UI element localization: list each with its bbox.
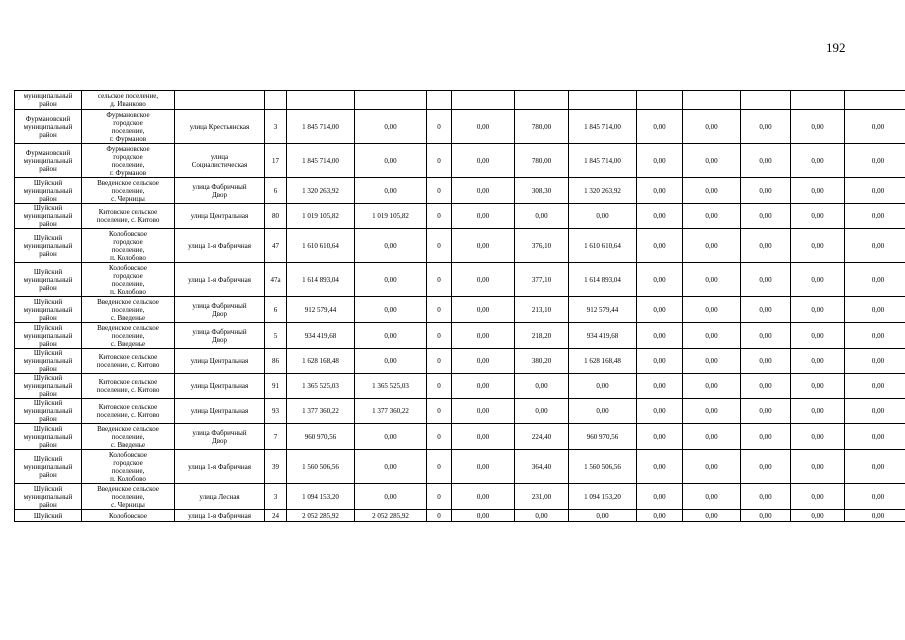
table-cell: 0,00	[452, 263, 515, 297]
table-cell: 0,00	[683, 450, 741, 484]
table-cell: 1 628 168,48	[287, 349, 355, 374]
table-cell	[791, 91, 845, 110]
table-cell: 7	[265, 424, 287, 450]
table-cell: 0,00	[355, 229, 427, 263]
table-cell: 0,00	[355, 424, 427, 450]
table-cell: Введенское сельское поселение, с. Черницы	[82, 484, 175, 510]
table-cell: 0,00	[683, 110, 741, 144]
table-cell: улица Центральная	[175, 204, 265, 229]
table-cell: 0,00	[355, 110, 427, 144]
table-cell: 224,40	[515, 424, 569, 450]
table-cell: 0,00	[452, 144, 515, 178]
table-cell: Колобовское городское поселение, п. Колобово	[82, 450, 175, 484]
table-cell: улица Социалистическая	[175, 144, 265, 178]
table-cell: 0,00	[637, 349, 683, 374]
table-cell: 0,00	[741, 484, 791, 510]
table-cell: 0,00	[741, 229, 791, 263]
table-cell: 0,00	[637, 399, 683, 424]
table-cell: 0,00	[355, 450, 427, 484]
table-cell: 0,00	[515, 204, 569, 229]
table-cell: улица Фабричный Двор	[175, 297, 265, 323]
table-cell: улица Центральная	[175, 399, 265, 424]
table-cell: 912 579,44	[569, 297, 637, 323]
table-cell: 1 560 506,56	[287, 450, 355, 484]
table-cell: 0,00	[452, 374, 515, 399]
table-cell: 0,00	[791, 263, 845, 297]
table-cell: 0,00	[452, 484, 515, 510]
table-row	[15, 450, 905, 484]
table-cell: 0,00	[845, 323, 905, 349]
table-cell: 1 019 105,82	[287, 204, 355, 229]
table-cell: 0	[427, 424, 452, 450]
table-cell: 0,00	[791, 399, 845, 424]
table-cell: 0,00	[683, 263, 741, 297]
table-cell: 960 970,56	[287, 424, 355, 450]
table-cell: 0	[427, 297, 452, 323]
table-row	[15, 91, 905, 110]
table-cell	[287, 91, 355, 110]
table-cell: 0	[427, 374, 452, 399]
table-cell: 0,00	[683, 323, 741, 349]
table-cell: 0	[427, 110, 452, 144]
table-cell: 0,00	[452, 399, 515, 424]
table-cell: Шуйский муниципальный район	[15, 297, 82, 323]
table-cell: 0,00	[637, 263, 683, 297]
table-cell: 1 019 105,82	[355, 204, 427, 229]
table-cell: 0,00	[791, 229, 845, 263]
table-cell: 1 614 893,04	[569, 263, 637, 297]
table-row	[15, 178, 905, 204]
table-cell: 1 610 610,64	[569, 229, 637, 263]
table-cell: 0,00	[845, 144, 905, 178]
table-cell	[683, 91, 741, 110]
table-cell: 960 970,56	[569, 424, 637, 450]
table-cell: 1 845 714,00	[287, 144, 355, 178]
table-row	[15, 323, 905, 349]
table-row	[15, 374, 905, 399]
table-cell: 1 320 263,92	[569, 178, 637, 204]
table-cell: 0,00	[452, 424, 515, 450]
table-cell: 934 419,68	[569, 323, 637, 349]
table-cell: 231,00	[515, 484, 569, 510]
table-row	[15, 263, 905, 297]
table-row	[15, 229, 905, 263]
table-cell: 0,00	[569, 374, 637, 399]
table-cell: 0,00	[791, 178, 845, 204]
table-cell: 0,00	[683, 510, 741, 522]
table-cell: улица Фабричный Двор	[175, 424, 265, 450]
table-cell: Шуйский муниципальный район	[15, 424, 82, 450]
table-cell: 2 052 285,92	[355, 510, 427, 522]
table-cell: 1 094 153,20	[569, 484, 637, 510]
table-cell: 1 094 153,20	[287, 484, 355, 510]
table-cell: 0,00	[845, 510, 905, 522]
table-cell: 0,00	[791, 484, 845, 510]
table-cell: 0,00	[637, 229, 683, 263]
table-cell: Фурмановский муниципальный район	[15, 144, 82, 178]
table-cell: 0,00	[637, 510, 683, 522]
table-cell: Шуйский муниципальный район	[15, 204, 82, 229]
table-cell: 1 845 714,00	[287, 110, 355, 144]
table-cell: 0,00	[741, 110, 791, 144]
table-cell: 47а	[265, 263, 287, 297]
table-cell: 0,00	[355, 323, 427, 349]
table-cell	[637, 91, 683, 110]
table-cell: 0,00	[741, 204, 791, 229]
table-cell: 213,10	[515, 297, 569, 323]
table-cell: 0,00	[791, 510, 845, 522]
table-cell: 1 628 168,48	[569, 349, 637, 374]
table-body	[15, 91, 905, 522]
table-cell	[741, 91, 791, 110]
table-cell: 0,00	[683, 374, 741, 399]
table-cell: Шуйский муниципальный район	[15, 399, 82, 424]
budget-table	[14, 90, 905, 522]
table-cell: Фурмановское городское поселение, г. Фурманов	[82, 144, 175, 178]
table-cell: муниципальный район	[15, 91, 82, 110]
table-cell: 0,00	[355, 178, 427, 204]
table-cell: 0,00	[452, 229, 515, 263]
table-cell: улица Крестьянская	[175, 110, 265, 144]
table-cell: Шуйский муниципальный район	[15, 323, 82, 349]
table-cell: 0,00	[741, 399, 791, 424]
table-cell: 17	[265, 144, 287, 178]
table-cell: 364,40	[515, 450, 569, 484]
table-cell: 0,00	[452, 450, 515, 484]
table-cell: улица 1-я Фабричная	[175, 450, 265, 484]
table-cell: 0,00	[637, 110, 683, 144]
table-cell: 0,00	[741, 510, 791, 522]
table-cell: Шуйский муниципальный район	[15, 229, 82, 263]
table-cell: 24	[265, 510, 287, 522]
table-cell: 86	[265, 349, 287, 374]
table-cell: 0,00	[683, 297, 741, 323]
table-cell: 0,00	[355, 297, 427, 323]
table-cell: 80	[265, 204, 287, 229]
table-cell: 0,00	[741, 374, 791, 399]
table-cell: улица 1-я Фабричная	[175, 263, 265, 297]
table-cell: 0,00	[452, 204, 515, 229]
table-cell: 1 377 360,22	[287, 399, 355, 424]
table-cell: 0,00	[637, 450, 683, 484]
table-cell: Шуйский	[15, 510, 82, 522]
table-cell: 0,00	[452, 110, 515, 144]
table-cell: 0	[427, 144, 452, 178]
table-cell: 47	[265, 229, 287, 263]
table-cell: 0,00	[569, 399, 637, 424]
table-row	[15, 484, 905, 510]
table-cell	[452, 91, 515, 110]
table-cell: 1 610 610,64	[287, 229, 355, 263]
table-cell: 0,00	[355, 484, 427, 510]
table-cell: 0	[427, 399, 452, 424]
table-cell: 1 614 893,04	[287, 263, 355, 297]
table-cell: 0,00	[741, 178, 791, 204]
table-row	[15, 349, 905, 374]
table-cell: Шуйский муниципальный район	[15, 450, 82, 484]
table-cell: 934 419,68	[287, 323, 355, 349]
table-cell: Введенское сельское поселение, с. Черницы	[82, 178, 175, 204]
table-cell: 0,00	[845, 229, 905, 263]
table-row	[15, 424, 905, 450]
table-cell: 91	[265, 374, 287, 399]
table-cell: 0	[427, 323, 452, 349]
table-cell: улица Фабричный Двор	[175, 178, 265, 204]
table-cell: 1 320 263,92	[287, 178, 355, 204]
table-cell: 0,00	[791, 110, 845, 144]
table-cell: 0,00	[683, 349, 741, 374]
table-cell	[175, 91, 265, 110]
table-cell: 0,00	[791, 450, 845, 484]
table-cell: 0,00	[569, 204, 637, 229]
table-cell: 0,00	[515, 374, 569, 399]
table-cell	[265, 91, 287, 110]
table-cell: 0,00	[791, 323, 845, 349]
table-cell: 0,00	[355, 144, 427, 178]
table-cell: 377,10	[515, 263, 569, 297]
table-cell: 0,00	[637, 204, 683, 229]
table-cell: 0,00	[791, 424, 845, 450]
table-cell: 1 365 525,03	[287, 374, 355, 399]
table-cell: Китовское сельское поселение, с. Китово	[82, 374, 175, 399]
table-cell: 780,00	[515, 144, 569, 178]
table-cell: 2 052 285,92	[287, 510, 355, 522]
table-cell: Шуйский муниципальный район	[15, 178, 82, 204]
table-cell: 0,00	[683, 144, 741, 178]
table-cell: 218,20	[515, 323, 569, 349]
table-cell: 780,00	[515, 110, 569, 144]
table-cell: 0,00	[791, 374, 845, 399]
table-cell: 0,00	[845, 178, 905, 204]
table-cell: 0,00	[452, 349, 515, 374]
table-cell: 0,00	[683, 399, 741, 424]
table-cell: 0,00	[683, 204, 741, 229]
table-cell: улица 1-я Фабричная	[175, 510, 265, 522]
table-cell: 1 845 714,00	[569, 144, 637, 178]
table-cell: 0,00	[683, 178, 741, 204]
table-cell: 0,00	[637, 297, 683, 323]
table-cell: 0,00	[741, 297, 791, 323]
table-cell: сельское поселение, д. Иванково	[82, 91, 175, 110]
table-cell: Введенское сельское поселение, с. Введенье	[82, 424, 175, 450]
table-cell: 912 579,44	[287, 297, 355, 323]
table-cell: Китовское сельское поселение, с. Китово	[82, 204, 175, 229]
table-cell: 0,00	[683, 229, 741, 263]
table-row	[15, 110, 905, 144]
table-cell: 0,00	[741, 450, 791, 484]
table-cell: 0,00	[637, 374, 683, 399]
table-cell	[569, 91, 637, 110]
table-cell: улица 1-я Фабричная	[175, 229, 265, 263]
table-cell: улица Лесная	[175, 484, 265, 510]
table-cell: Колобовское	[82, 510, 175, 522]
table-cell: 0,00	[683, 484, 741, 510]
table-cell: улица Центральная	[175, 349, 265, 374]
page-number: 192	[826, 40, 846, 55]
table-cell: Шуйский муниципальный район	[15, 349, 82, 374]
table-row	[15, 144, 905, 178]
table-cell: 0,00	[791, 144, 845, 178]
table-cell: 0,00	[355, 349, 427, 374]
table-cell: 0,00	[452, 178, 515, 204]
table-cell: 0,00	[637, 424, 683, 450]
table-cell: Китовское сельское поселение, с. Китово	[82, 349, 175, 374]
table-cell: 0,00	[569, 510, 637, 522]
table-cell: 376,10	[515, 229, 569, 263]
table-cell: 0,00	[845, 374, 905, 399]
table-cell: 0,00	[355, 263, 427, 297]
table-cell: 0,00	[845, 110, 905, 144]
table-cell	[427, 91, 452, 110]
table-cell: 0,00	[845, 399, 905, 424]
table-cell: 308,30	[515, 178, 569, 204]
table-cell: 0	[427, 204, 452, 229]
table-cell: 0	[427, 450, 452, 484]
table-row	[15, 297, 905, 323]
table-cell: 0,00	[741, 263, 791, 297]
table-cell	[845, 91, 905, 110]
table-cell: 0,00	[845, 349, 905, 374]
table-row	[15, 510, 905, 522]
table-cell: 0	[427, 229, 452, 263]
table-cell: Китовское сельское поселение, с. Китово	[82, 399, 175, 424]
table-cell: 0,00	[452, 510, 515, 522]
table-cell: 0,00	[791, 297, 845, 323]
table-cell: Шуйский муниципальный район	[15, 374, 82, 399]
table-cell: 3	[265, 110, 287, 144]
table-cell: 0,00	[741, 323, 791, 349]
table-cell: 0,00	[845, 204, 905, 229]
table-row	[15, 399, 905, 424]
table-cell: 0,00	[452, 297, 515, 323]
table-cell: 0,00	[741, 424, 791, 450]
table-cell: 0,00	[845, 450, 905, 484]
table-cell: Введенское сельское поселение, с. Введенье	[82, 297, 175, 323]
table-cell: 6	[265, 178, 287, 204]
table-cell: 0,00	[683, 424, 741, 450]
table-cell: 0,00	[845, 424, 905, 450]
table-cell: 0	[427, 510, 452, 522]
table-cell: Шуйский муниципальный район	[15, 484, 82, 510]
table-cell: 1 365 525,03	[355, 374, 427, 399]
table-cell: 0,00	[452, 323, 515, 349]
table-cell: 0,00	[515, 399, 569, 424]
table-cell: Фурмановское городское поселение, г. Фурманов	[82, 110, 175, 144]
table-cell: улица Фабричный Двор	[175, 323, 265, 349]
table-cell: 0	[427, 178, 452, 204]
table-cell	[355, 91, 427, 110]
table-cell: 1 845 714,00	[569, 110, 637, 144]
table-cell: 0,00	[637, 178, 683, 204]
table-cell: 93	[265, 399, 287, 424]
table-cell: 0,00	[845, 263, 905, 297]
table-cell: 1 377 360,22	[355, 399, 427, 424]
table-cell: Введенское сельское поселение, с. Введенье	[82, 323, 175, 349]
table-cell: 0,00	[845, 484, 905, 510]
table-cell: 0	[427, 263, 452, 297]
table-cell: Колобовское городское поселение, п. Колобово	[82, 229, 175, 263]
table-cell: 1 560 506,56	[569, 450, 637, 484]
table-cell: 0,00	[637, 323, 683, 349]
table-row	[15, 204, 905, 229]
table-cell: 0,00	[515, 510, 569, 522]
table-cell: Фурмановский муниципальный район	[15, 110, 82, 144]
table-cell: 0,00	[791, 204, 845, 229]
table-cell: 0	[427, 484, 452, 510]
table-cell: Шуйский муниципальный район	[15, 263, 82, 297]
table-cell: 0,00	[637, 144, 683, 178]
table-cell: 0,00	[741, 144, 791, 178]
table-cell: Колобовское городское поселение, п. Колобово	[82, 263, 175, 297]
table-cell: 0	[427, 349, 452, 374]
table-cell: 380,20	[515, 349, 569, 374]
table-cell	[515, 91, 569, 110]
table-cell: 39	[265, 450, 287, 484]
table-cell: улица Центральная	[175, 374, 265, 399]
table-cell: 0,00	[741, 349, 791, 374]
table-cell: 0,00	[791, 349, 845, 374]
table-cell: 0,00	[637, 484, 683, 510]
table-cell: 0,00	[845, 297, 905, 323]
table-cell: 6	[265, 297, 287, 323]
table-cell: 5	[265, 323, 287, 349]
table-cell: 3	[265, 484, 287, 510]
